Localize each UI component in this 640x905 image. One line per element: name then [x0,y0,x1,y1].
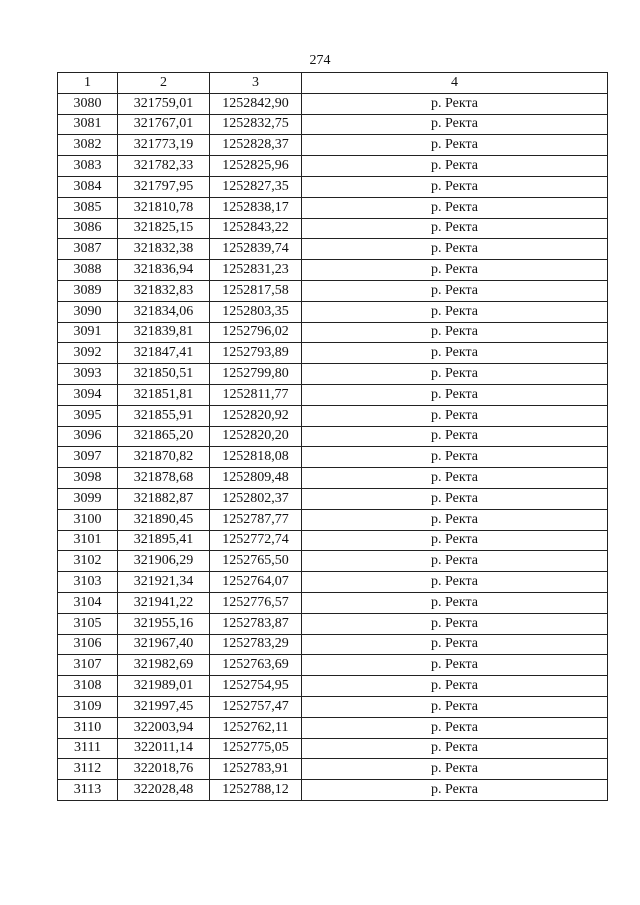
y-coordinate-cell: 1252796,02 [210,322,302,343]
y-coordinate-cell: 1252763,69 [210,655,302,676]
table-row [58,655,608,676]
point-number-cell: 3103 [58,572,118,593]
column-header-1: 1 [58,73,118,94]
y-coordinate-cell: 1252828,37 [210,135,302,156]
description-cell: р. Ректа [302,114,608,135]
x-coordinate-cell: 321855,91 [118,405,210,426]
point-number-cell: 3094 [58,384,118,405]
description-cell: р. Ректа [302,218,608,239]
description-cell: р. Ректа [302,447,608,468]
point-number-cell: 3110 [58,717,118,738]
description-cell: р. Ректа [302,343,608,364]
description-cell: р. Ректа [302,197,608,218]
y-coordinate-cell: 1252809,48 [210,468,302,489]
description-cell: р. Ректа [302,488,608,509]
point-number-cell: 3088 [58,260,118,281]
table-row [58,176,608,197]
description-cell: р. Ректа [302,322,608,343]
y-coordinate-cell: 1252820,92 [210,405,302,426]
x-coordinate-cell: 322018,76 [118,759,210,780]
x-coordinate-cell: 321832,38 [118,239,210,260]
table-row [58,759,608,780]
description-cell: р. Ректа [302,239,608,260]
y-coordinate-cell: 1252843,22 [210,218,302,239]
y-coordinate-cell: 1252793,89 [210,343,302,364]
x-coordinate-cell: 321810,78 [118,197,210,218]
table-row [58,343,608,364]
point-number-cell: 3097 [58,447,118,468]
table-row [58,530,608,551]
x-coordinate-cell: 321782,33 [118,156,210,177]
table-row [58,260,608,281]
x-coordinate-cell: 321825,15 [118,218,210,239]
point-number-cell: 3100 [58,509,118,530]
x-coordinate-cell: 322028,48 [118,780,210,801]
description-cell: р. Ректа [302,156,608,177]
table-row [58,509,608,530]
x-coordinate-cell: 322003,94 [118,717,210,738]
description-cell: р. Ректа [302,301,608,322]
description-cell: р. Ректа [302,780,608,801]
point-number-cell: 3099 [58,488,118,509]
table-row [58,696,608,717]
description-cell: р. Ректа [302,634,608,655]
y-coordinate-cell: 1252783,87 [210,613,302,634]
y-coordinate-cell: 1252775,05 [210,738,302,759]
y-coordinate-cell: 1252842,90 [210,93,302,114]
point-number-cell: 3101 [58,530,118,551]
point-number-cell: 3087 [58,239,118,260]
point-number-cell: 3108 [58,676,118,697]
point-number-cell: 3081 [58,114,118,135]
coordinates-table [57,72,608,801]
table-row [58,384,608,405]
y-coordinate-cell: 1252827,35 [210,176,302,197]
x-coordinate-cell: 321767,01 [118,114,210,135]
point-number-cell: 3095 [58,405,118,426]
x-coordinate-cell: 321836,94 [118,260,210,281]
point-number-cell: 3104 [58,592,118,613]
y-coordinate-cell: 1252757,47 [210,696,302,717]
description-cell: р. Ректа [302,592,608,613]
description-cell: р. Ректа [302,759,608,780]
description-cell: р. Ректа [302,93,608,114]
x-coordinate-cell: 321834,06 [118,301,210,322]
y-coordinate-cell: 1252831,23 [210,260,302,281]
x-coordinate-cell: 321955,16 [118,613,210,634]
table-row [58,114,608,135]
point-number-cell: 3109 [58,696,118,717]
y-coordinate-cell: 1252820,20 [210,426,302,447]
point-number-cell: 3102 [58,551,118,572]
table-row [58,551,608,572]
point-number-cell: 3105 [58,613,118,634]
point-number-cell: 3093 [58,364,118,385]
y-coordinate-cell: 1252839,74 [210,239,302,260]
description-cell: р. Ректа [302,676,608,697]
x-coordinate-cell: 321797,95 [118,176,210,197]
table-body [58,93,608,800]
table-row [58,426,608,447]
y-coordinate-cell: 1252838,17 [210,197,302,218]
point-number-cell: 3080 [58,93,118,114]
table-row [58,280,608,301]
table-row [58,592,608,613]
x-coordinate-cell: 321982,69 [118,655,210,676]
y-coordinate-cell: 1252754,95 [210,676,302,697]
table-row [58,239,608,260]
y-coordinate-cell: 1252776,57 [210,592,302,613]
description-cell: р. Ректа [302,613,608,634]
x-coordinate-cell: 321851,81 [118,384,210,405]
y-coordinate-cell: 1252799,80 [210,364,302,385]
description-cell: р. Ректа [302,551,608,572]
point-number-cell: 3106 [58,634,118,655]
point-number-cell: 3083 [58,156,118,177]
x-coordinate-cell: 321895,41 [118,530,210,551]
point-number-cell: 3096 [58,426,118,447]
table-row [58,218,608,239]
x-coordinate-cell: 321773,19 [118,135,210,156]
point-number-cell: 3092 [58,343,118,364]
table-row [58,613,608,634]
point-number-cell: 3082 [58,135,118,156]
description-cell: р. Ректа [302,572,608,593]
point-number-cell: 3084 [58,176,118,197]
x-coordinate-cell: 321989,01 [118,676,210,697]
description-cell: р. Ректа [302,405,608,426]
x-coordinate-cell: 321997,45 [118,696,210,717]
x-coordinate-cell: 321882,87 [118,488,210,509]
point-number-cell: 3090 [58,301,118,322]
table-row [58,405,608,426]
description-cell: р. Ректа [302,509,608,530]
description-cell: р. Ректа [302,364,608,385]
point-number-cell: 3113 [58,780,118,801]
table-row [58,135,608,156]
column-header-4: 4 [302,73,608,94]
point-number-cell: 3086 [58,218,118,239]
description-cell: р. Ректа [302,696,608,717]
x-coordinate-cell: 322011,14 [118,738,210,759]
y-coordinate-cell: 1252765,50 [210,551,302,572]
x-coordinate-cell: 321921,34 [118,572,210,593]
y-coordinate-cell: 1252803,35 [210,301,302,322]
description-cell: р. Ректа [302,280,608,301]
point-number-cell: 3089 [58,280,118,301]
table-header-row [58,73,608,94]
description-cell: р. Ректа [302,530,608,551]
x-coordinate-cell: 321832,83 [118,280,210,301]
description-cell: р. Ректа [302,384,608,405]
x-coordinate-cell: 321839,81 [118,322,210,343]
y-coordinate-cell: 1252825,96 [210,156,302,177]
y-coordinate-cell: 1252783,91 [210,759,302,780]
table-row [58,93,608,114]
description-cell: р. Ректа [302,738,608,759]
y-coordinate-cell: 1252832,75 [210,114,302,135]
table-row [58,197,608,218]
y-coordinate-cell: 1252802,37 [210,488,302,509]
y-coordinate-cell: 1252783,29 [210,634,302,655]
description-cell: р. Ректа [302,468,608,489]
point-number-cell: 3091 [58,322,118,343]
point-number-cell: 3112 [58,759,118,780]
description-cell: р. Ректа [302,260,608,281]
y-coordinate-cell: 1252762,11 [210,717,302,738]
description-cell: р. Ректа [302,176,608,197]
description-cell: р. Ректа [302,717,608,738]
x-coordinate-cell: 321759,01 [118,93,210,114]
table-row [58,717,608,738]
table-row [58,676,608,697]
y-coordinate-cell: 1252788,12 [210,780,302,801]
point-number-cell: 3111 [58,738,118,759]
column-header-3: 3 [210,73,302,94]
table-row [58,488,608,509]
table-row [58,156,608,177]
y-coordinate-cell: 1252811,77 [210,384,302,405]
y-coordinate-cell: 1252764,07 [210,572,302,593]
point-number-cell: 3085 [58,197,118,218]
table-row [58,738,608,759]
table-row [58,447,608,468]
table-row [58,572,608,593]
page-number: 274 [309,53,331,68]
x-coordinate-cell: 321847,41 [118,343,210,364]
x-coordinate-cell: 321906,29 [118,551,210,572]
point-number-cell: 3098 [58,468,118,489]
x-coordinate-cell: 321941,22 [118,592,210,613]
x-coordinate-cell: 321870,82 [118,447,210,468]
x-coordinate-cell: 321850,51 [118,364,210,385]
column-header-2: 2 [118,73,210,94]
table-row [58,301,608,322]
x-coordinate-cell: 321878,68 [118,468,210,489]
table-row [58,780,608,801]
y-coordinate-cell: 1252817,58 [210,280,302,301]
x-coordinate-cell: 321865,20 [118,426,210,447]
table-row [58,322,608,343]
table-row [58,468,608,489]
description-cell: р. Ректа [302,135,608,156]
point-number-cell: 3107 [58,655,118,676]
y-coordinate-cell: 1252772,74 [210,530,302,551]
description-cell: р. Ректа [302,426,608,447]
x-coordinate-cell: 321890,45 [118,509,210,530]
table-row [58,634,608,655]
y-coordinate-cell: 1252787,77 [210,509,302,530]
description-cell: р. Ректа [302,655,608,676]
x-coordinate-cell: 321967,40 [118,634,210,655]
y-coordinate-cell: 1252818,08 [210,447,302,468]
table-row [58,364,608,385]
